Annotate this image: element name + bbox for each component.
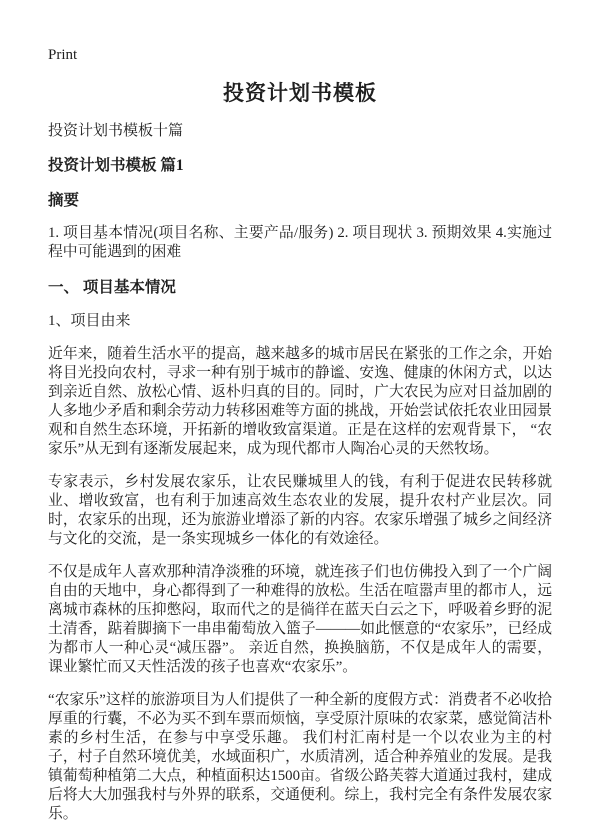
abstract-text: 1. 项目基本情况(项目名称、主要产品/服务) 2. 项目现状 3. 预期效果 4.实施过程中可能遇到的困难: [48, 225, 552, 260]
part1-subheading: 1、项目由来: [48, 313, 131, 329]
paragraph-experts: 专家表示，乡村发展农家乐，让农民赚城里人的钱，有利于促进农民转移就业、增收致富，也有利于加速高效生态农业的发展，提升农村产业层次。同时，农家乐的出现，还为旅游业增添了新的内容。农家乐增强了城乡之间经济与文化的交流，是一条实现城乡一体化的有效途径。: [48, 474, 552, 547]
page-title: 投资计划书模板: [223, 81, 377, 105]
paragraph-origin: 近年来，随着生活水平的提高，越来越多的城市居民在紧张的工作之余，开始将目光投向农村，寻求一种有别于城市的静谧、安逸、健康的休闲方式，以达到亲近自然、放松心情、返朴归真的目的。同时，广大农民为应对日益加剧的人多地少矛盾和剩余劳动力转移困难等方面的挑战，开始尝试依托农业田园景观和自然生态环境，开拓新的增收致富渠道。正是在这样的宏观背景下， “农家乐”从无到有逐渐发展起来，成为现代都市人陶冶心灵的天然牧场。: [48, 346, 552, 457]
paragraph-environment: 不仅是成年人喜欢那种清净淡雅的环境，就连孩子们也仿佛投入到了一个广阔自由的天地中，身心都得到了一种难得的放松。生活在喧嚣声里的都市人，远离城市森林的压抑憋闷，取而代之的是徜徉在蓝天白云之下，呼吸着乡野的泥土清香，踮着脚摘下一串串葡萄放入篮子———如此惬意的“农家乐”，已经成为都市人一种心灵“减压器”。 亲近自然，换换脑筋，不仅是成年人的需要，课业繁忙而又天性活泼的孩子也喜欢“农家乐”。: [48, 564, 552, 675]
doc-subtitle: 投资计划书模板十篇: [48, 123, 184, 139]
abstract-heading: 摘要: [48, 192, 80, 209]
section-heading-pian1: 投资计划书模板 篇1: [48, 157, 184, 174]
part1-heading: 一、 项目基本情况: [48, 279, 176, 296]
print-link[interactable]: Print: [48, 47, 78, 63]
paragraph-village: “农家乐”这样的旅游项目为人们提供了一种全新的度假方式：消费者不必收拾厚重的行囊，不必为买不到车票而烦恼，享受原汁原味的农家菜，感觉简洁朴素的乡村生活，在参与中享受乐趣。 我们村汇南村是一个以农业为主的村子，村子自然环境优美，水域面积广，水质清冽，适合种养殖业的发展。是我镇葡萄种植第二大点，种植面积达1500亩。省级公路芙蓉大道通过我村，建成后将大大加强我村与外界的联系，交通便利。综上，我村完全有条件发展农家乐。: [48, 692, 552, 822]
